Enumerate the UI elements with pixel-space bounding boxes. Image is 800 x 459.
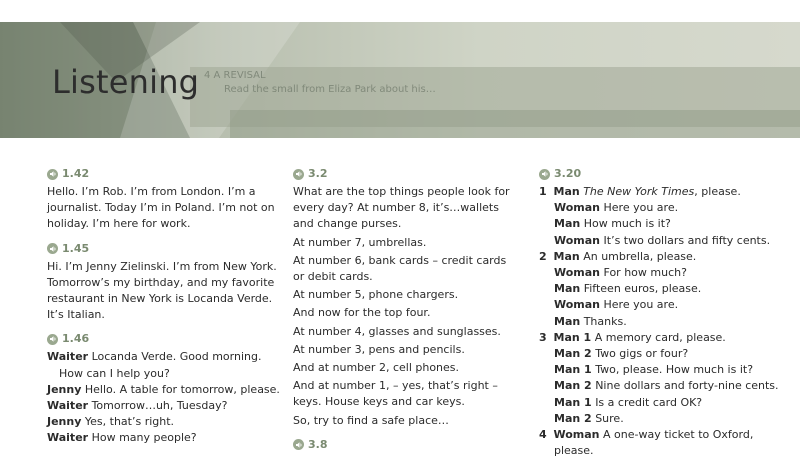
- transcript-paragraph: Hello. I’m Rob. I’m from London. I’m a journalist. Today I’m in Poland. I’m not on holiday. I’m here for work.: [47, 185, 275, 231]
- speaker-label: Man 2: [554, 379, 592, 393]
- speaker-label: Woman: [554, 233, 601, 247]
- dialogue-line: [539, 297, 789, 313]
- audio-speaker-icon[interactable]: [47, 169, 58, 180]
- audio-speaker-icon[interactable]: [539, 169, 550, 180]
- line-text: , please.: [694, 185, 741, 198]
- audio-speaker-icon[interactable]: [47, 334, 58, 345]
- line-text: Hello. A table for tomorrow, please.: [84, 382, 280, 396]
- transcript-paragraph: At number 3, pens and pencils.: [293, 342, 465, 356]
- column-2: [293, 166, 511, 455]
- track-number: 1.46: [62, 332, 90, 346]
- audio-speaker-icon[interactable]: [293, 439, 304, 450]
- track-header[interactable]: [293, 437, 511, 453]
- speaker-label: Man: [554, 282, 581, 296]
- dialogue-line: [539, 378, 789, 394]
- audio-speaker-icon[interactable]: [47, 243, 58, 254]
- transcript-paragraph: So, try to find a safe place…: [293, 413, 449, 427]
- speaker-label: Man 1: [553, 330, 592, 344]
- transcript-paragraph: At number 7, umbrellas.: [293, 235, 427, 249]
- dialogue-line-continued: How can I help you?: [59, 366, 170, 380]
- speaker-label: Jenny: [47, 415, 82, 429]
- dialogue-line: [47, 430, 283, 446]
- transcript-paragraph: Hi. I’m Jenny Zielinski. I’m from New York. Tomorrow’s my birthday, and my favorite restaurant in New York is Locanda Verde. It’s Italian.: [47, 259, 277, 322]
- transcript-paragraph: At number 4, glasses and sunglasses.: [293, 324, 501, 338]
- transcript-paragraph: At number 6, bank cards – credit cards or debit cards.: [293, 253, 507, 284]
- dialogue-line: [539, 362, 789, 378]
- transcript-paragraph: At number 5, phone chargers.: [293, 288, 459, 302]
- track-header[interactable]: [539, 166, 789, 182]
- line-text: Tomorrow…uh, Tuesday?: [91, 399, 228, 413]
- audio-speaker-icon[interactable]: [293, 169, 304, 180]
- dialogue-line: [539, 314, 789, 330]
- dialogue-number: 3: [539, 330, 547, 344]
- dialogue-line: [539, 265, 789, 281]
- dialogue-number: 2: [539, 249, 547, 263]
- dialogue-line: [47, 382, 283, 398]
- line-text: Two, please. How much is it?: [595, 363, 754, 377]
- speaker-label: Man: [554, 314, 581, 328]
- speaker-label: Woman: [553, 428, 600, 442]
- line-text: Thanks.: [583, 314, 627, 328]
- dialogue-number: 4: [539, 428, 547, 442]
- line-text: The New York Times: [583, 185, 695, 198]
- dialogue-line: [539, 216, 789, 232]
- dialogue-number: 1: [539, 185, 547, 198]
- line-text: Nine dollars and forty-nine cents.: [595, 379, 779, 393]
- line-text: Fifteen euros, please.: [583, 282, 702, 296]
- dialogue-line: [539, 395, 789, 411]
- dialogue-line: [539, 427, 789, 443]
- line-text: An umbrella, please.: [583, 249, 697, 263]
- transcript-paragraph: And now for the top four.: [293, 306, 431, 320]
- track-number: 3.20: [554, 166, 582, 180]
- speaker-label: Jenny: [47, 382, 82, 396]
- dialogue-line: [47, 398, 283, 414]
- line-text: Here you are.: [603, 298, 679, 312]
- banner-ghost-text: Read the small from Eliza Park about his…: [224, 84, 436, 95]
- dialogue-line: [47, 349, 283, 365]
- line-text: A memory card, please.: [594, 330, 726, 344]
- line-text: A one-way ticket to Oxford,: [603, 428, 754, 442]
- line-text: Locanda Verde. Good morning.: [91, 350, 262, 364]
- banner-strip: [230, 110, 800, 138]
- transcript-paragraph: What are the top things people look for every day? At number 8, it’s…wallets and change purses.: [293, 185, 510, 231]
- track-header[interactable]: [47, 331, 283, 347]
- speaker-label: Man 2: [554, 411, 592, 425]
- track-header[interactable]: [47, 166, 283, 182]
- dialogue-line: [539, 346, 789, 362]
- speaker-label: Man 1: [554, 395, 592, 409]
- column-1: [47, 166, 283, 447]
- line-text: For how much?: [603, 266, 687, 280]
- line-text: Sure.: [595, 411, 624, 425]
- line-text: It’s two dollars and fifty cents.: [603, 233, 771, 247]
- transcript-paragraph: And at number 2, cell phones.: [293, 361, 460, 375]
- speaker-label: Man: [553, 185, 580, 198]
- transcript-paragraph: And at number 1, – yes, that’s right – keys. House keys and car keys.: [293, 379, 498, 409]
- track-number: 1.42: [62, 166, 90, 180]
- speaker-label: Woman: [554, 266, 601, 280]
- dialogue: [47, 349, 283, 446]
- dialogue-line: [539, 233, 789, 249]
- speaker-label: Man 1: [554, 363, 592, 377]
- line-text: Two gigs or four?: [595, 347, 689, 361]
- line-text: Here you are.: [603, 201, 679, 215]
- speaker-label: Woman: [554, 298, 601, 312]
- dialogue-line: [539, 184, 789, 200]
- track-header[interactable]: [47, 241, 283, 257]
- dialogue-line: [539, 249, 789, 265]
- track-number: 1.45: [62, 241, 90, 255]
- dialogue-line: [47, 414, 283, 430]
- speaker-label: Waiter: [47, 399, 89, 413]
- speaker-label: Waiter: [47, 431, 89, 445]
- track-number: 3.2: [308, 166, 328, 180]
- page-title: Listening: [52, 63, 200, 101]
- speaker-label: Man: [554, 217, 581, 231]
- line-text: Yes, that’s right.: [84, 415, 175, 429]
- speaker-label: Waiter: [47, 350, 89, 364]
- track-header[interactable]: [293, 166, 511, 182]
- dialogue-line: [539, 330, 789, 346]
- column-3: [539, 166, 789, 459]
- dialogue-line-continued: please.: [554, 444, 594, 458]
- speaker-label: Man: [553, 249, 580, 263]
- line-text: Is a credit card OK?: [595, 395, 703, 409]
- track-number: 3.8: [308, 437, 328, 451]
- dialogue-line: [539, 200, 789, 216]
- banner-ghost-text: 4 A REVISAL: [204, 70, 266, 81]
- dialogue-line: [539, 411, 789, 427]
- speaker-label: Woman: [554, 201, 601, 215]
- speaker-label: Man 2: [554, 347, 592, 361]
- dialogue-line: [539, 281, 789, 297]
- line-text: How many people?: [91, 431, 197, 445]
- line-text: How much is it?: [583, 217, 671, 231]
